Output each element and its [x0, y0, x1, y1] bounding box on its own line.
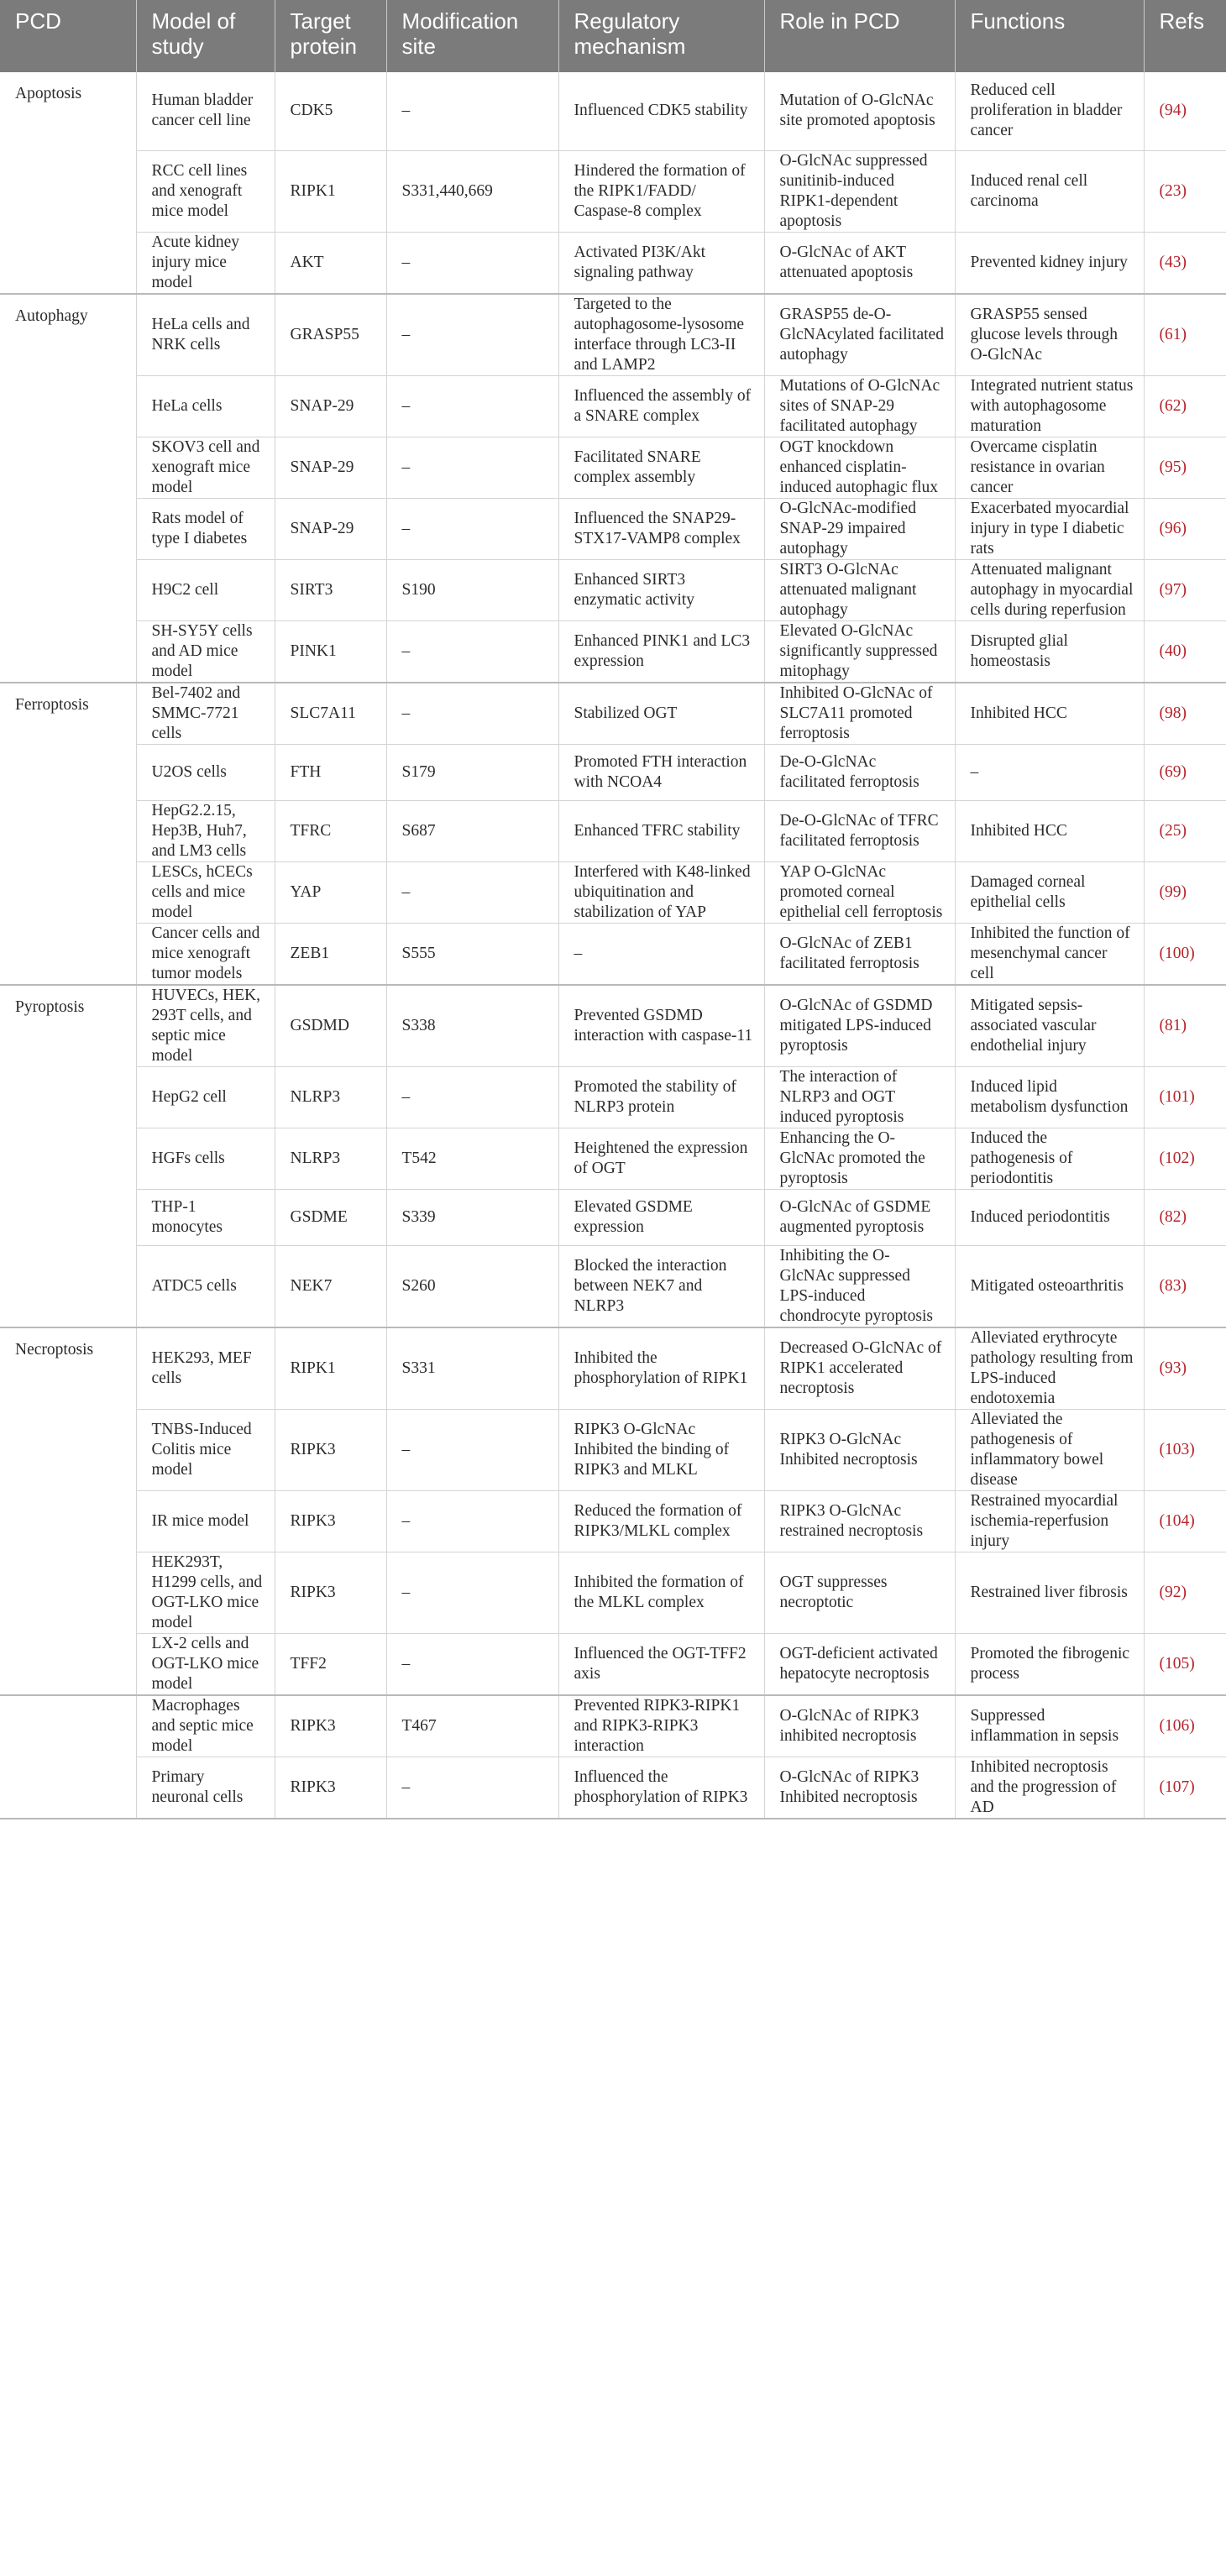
regulatory-mechanism-cell: Promoted FTH interaction with NCOA4 — [558, 744, 764, 800]
regulatory-mechanism-cell: Activated PI3K/Akt signaling pathway — [558, 232, 764, 294]
refs-cell: (99) — [1144, 861, 1226, 923]
refs-cell: (100) — [1144, 923, 1226, 985]
role-in-pcd-cell: Inhibited O-GlcNAc of SLC7A11 promoted ferroptosis — [764, 683, 955, 745]
refs-cell: (23) — [1144, 150, 1226, 232]
regulatory-mechanism-cell: Stabilized OGT — [558, 683, 764, 745]
role-in-pcd-cell: Enhancing the O-GlcNAc promoted the pyroptosis — [764, 1128, 955, 1189]
table-row — [0, 150, 1226, 232]
model-cell: Macrophages and septic mice model — [136, 1695, 275, 1757]
role-in-pcd-cell: The interaction of NLRP3 and OGT induced pyroptosis — [764, 1066, 955, 1128]
table-row — [0, 1128, 1226, 1189]
target-protein-cell: TFRC — [275, 800, 386, 861]
table-row — [0, 923, 1226, 985]
role-in-pcd-cell: O-GlcNAc-modified SNAP-29 impaired autophagy — [764, 498, 955, 559]
model-cell: IR mice model — [136, 1490, 275, 1552]
table-row — [0, 1490, 1226, 1552]
role-in-pcd-cell: Inhibiting the O-GlcNAc suppressed LPS-induced chondrocyte pyroptosis — [764, 1245, 955, 1327]
refs-cell: (83) — [1144, 1245, 1226, 1327]
role-in-pcd-cell: O-GlcNAc of GSDMD mitigated LPS-induced pyroptosis — [764, 985, 955, 1067]
target-protein-cell: GRASP55 — [275, 294, 386, 376]
role-in-pcd-cell: O-GlcNAc of RIPK3 Inhibited necroptosis — [764, 1757, 955, 1819]
model-cell: LX-2 cells and OGT-LKO mice model — [136, 1633, 275, 1695]
modification-site-cell: – — [386, 1757, 558, 1819]
target-protein-cell: NLRP3 — [275, 1128, 386, 1189]
modification-site-cell: – — [386, 861, 558, 923]
table-row — [0, 683, 1226, 745]
modification-site-cell: – — [386, 1633, 558, 1695]
modification-site-cell: – — [386, 1490, 558, 1552]
refs-cell: (107) — [1144, 1757, 1226, 1819]
table-row — [0, 1633, 1226, 1695]
role-in-pcd-cell: Elevated O-GlcNAc significantly suppressed mitophagy — [764, 620, 955, 683]
regulatory-mechanism-cell: Elevated GSDME expression — [558, 1189, 764, 1245]
table-row — [0, 437, 1226, 498]
table-row — [0, 620, 1226, 683]
role-in-pcd-cell: GRASP55 de-O-GlcNAcylated facilitated autophagy — [764, 294, 955, 376]
target-protein-cell: NLRP3 — [275, 1066, 386, 1128]
functions-cell: Disrupted glial homeostasis — [955, 620, 1144, 683]
model-cell: LESCs, hCECs cells and mice model — [136, 861, 275, 923]
functions-cell: Inhibited HCC — [955, 683, 1144, 745]
refs-cell: (92) — [1144, 1552, 1226, 1633]
header-model: Model of study — [136, 0, 275, 72]
model-cell: SKOV3 cell and xenograft mice model — [136, 437, 275, 498]
functions-cell: Prevented kidney injury — [955, 232, 1144, 294]
modification-site-cell: – — [386, 1066, 558, 1128]
table-row — [0, 861, 1226, 923]
functions-cell: Mitigated sepsis-associated vascular endothelial injury — [955, 985, 1144, 1067]
refs-cell: (82) — [1144, 1189, 1226, 1245]
role-in-pcd-cell: RIPK3 O-GlcNAc restrained necroptosis — [764, 1490, 955, 1552]
modification-site-cell: T467 — [386, 1695, 558, 1757]
modification-site-cell: S260 — [386, 1245, 558, 1327]
table-row — [0, 1066, 1226, 1128]
regulatory-mechanism-cell: Hindered the formation of the RIPK1/FADD/ Caspase-8 complex — [558, 150, 764, 232]
table-row — [0, 498, 1226, 559]
refs-cell: (43) — [1144, 232, 1226, 294]
header-role: Role in PCD — [764, 0, 955, 72]
regulatory-mechanism-cell: Inhibited the formation of the MLKL complex — [558, 1552, 764, 1633]
target-protein-cell: ZEB1 — [275, 923, 386, 985]
regulatory-mechanism-cell: Influenced CDK5 stability — [558, 72, 764, 150]
table-row — [0, 1757, 1226, 1819]
target-protein-cell: PINK1 — [275, 620, 386, 683]
functions-cell: GRASP55 sensed glucose levels through O-GlcNAc — [955, 294, 1144, 376]
modification-site-cell: S687 — [386, 800, 558, 861]
target-protein-cell: SNAP-29 — [275, 437, 386, 498]
target-protein-cell: CDK5 — [275, 72, 386, 150]
target-protein-cell: SNAP-29 — [275, 375, 386, 437]
modification-site-cell: – — [386, 437, 558, 498]
target-protein-cell: RIPK3 — [275, 1409, 386, 1490]
refs-cell: (98) — [1144, 683, 1226, 745]
functions-cell: Induced lipid metabolism dysfunction — [955, 1066, 1144, 1128]
pcd-category-cell: Ferroptosis — [0, 683, 136, 985]
target-protein-cell: RIPK3 — [275, 1695, 386, 1757]
regulatory-mechanism-cell: Targeted to the autophagosome-lysosome interface through LC3-II and LAMP2 — [558, 294, 764, 376]
modification-site-cell: – — [386, 620, 558, 683]
model-cell: THP-1 monocytes — [136, 1189, 275, 1245]
refs-cell: (95) — [1144, 437, 1226, 498]
functions-cell: Inhibited HCC — [955, 800, 1144, 861]
table-body — [0, 72, 1226, 1819]
functions-cell: Restrained myocardial ischemia-reperfusion injury — [955, 1490, 1144, 1552]
modification-site-cell: S339 — [386, 1189, 558, 1245]
target-protein-cell: FTH — [275, 744, 386, 800]
refs-cell: (93) — [1144, 1327, 1226, 1410]
role-in-pcd-cell: Mutation of O-GlcNAc site promoted apoptosis — [764, 72, 955, 150]
header-site: Modification site — [386, 0, 558, 72]
header-mechanism: Regulatory mechanism — [558, 0, 764, 72]
target-protein-cell: SIRT3 — [275, 559, 386, 620]
role-in-pcd-cell: O-GlcNAc of AKT attenuated apoptosis — [764, 232, 955, 294]
functions-cell: Alleviated erythrocyte pathology resulting from LPS-induced endotoxemia — [955, 1327, 1144, 1410]
model-cell: HepG2 cell — [136, 1066, 275, 1128]
table-row — [0, 800, 1226, 861]
refs-cell: (25) — [1144, 800, 1226, 861]
functions-cell: Alleviated the pathogenesis of inflammatory bowel disease — [955, 1409, 1144, 1490]
role-in-pcd-cell: OGT-deficient activated hepatocyte necroptosis — [764, 1633, 955, 1695]
header-pcd: PCD — [0, 0, 136, 72]
model-cell: SH-SY5Y cells and AD mice model — [136, 620, 275, 683]
functions-cell: Induced periodontitis — [955, 1189, 1144, 1245]
model-cell: Bel-7402 and SMMC-7721 cells — [136, 683, 275, 745]
table-row — [0, 294, 1226, 376]
functions-cell: Restrained liver fibrosis — [955, 1552, 1144, 1633]
target-protein-cell: RIPK3 — [275, 1757, 386, 1819]
target-protein-cell: RIPK1 — [275, 150, 386, 232]
table-header — [0, 0, 1226, 72]
table-row — [0, 1552, 1226, 1633]
target-protein-cell: SLC7A11 — [275, 683, 386, 745]
target-protein-cell: RIPK3 — [275, 1490, 386, 1552]
regulatory-mechanism-cell: Inhibited the phosphorylation of RIPK1 — [558, 1327, 764, 1410]
role-in-pcd-cell: O-GlcNAc suppressed sunitinib-induced RIPK1-dependent apoptosis — [764, 150, 955, 232]
modification-site-cell: – — [386, 375, 558, 437]
modification-site-cell: S190 — [386, 559, 558, 620]
regulatory-mechanism-cell: Prevented GSDMD interaction with caspase-11 — [558, 985, 764, 1067]
modification-site-cell: S331,440,669 — [386, 150, 558, 232]
modification-site-cell: – — [386, 72, 558, 150]
target-protein-cell: GSDME — [275, 1189, 386, 1245]
table-row — [0, 559, 1226, 620]
target-protein-cell: YAP — [275, 861, 386, 923]
modification-site-cell: S338 — [386, 985, 558, 1067]
refs-cell: (104) — [1144, 1490, 1226, 1552]
role-in-pcd-cell: De-O-GlcNAc of TFRC facilitated ferroptosis — [764, 800, 955, 861]
regulatory-mechanism-cell: Enhanced SIRT3 enzymatic activity — [558, 559, 764, 620]
regulatory-mechanism-cell: Influenced the assembly of a SNARE complex — [558, 375, 764, 437]
model-cell: Rats model of type I diabetes — [136, 498, 275, 559]
refs-cell: (40) — [1144, 620, 1226, 683]
role-in-pcd-cell: OGT suppresses necroptotic — [764, 1552, 955, 1633]
pcd-category-cell: Autophagy — [0, 294, 136, 683]
regulatory-mechanism-cell: Enhanced TFRC stability — [558, 800, 764, 861]
regulatory-mechanism-cell: Promoted the stability of NLRP3 protein — [558, 1066, 764, 1128]
refs-cell: (101) — [1144, 1066, 1226, 1128]
regulatory-mechanism-cell: – — [558, 923, 764, 985]
functions-cell: Induced the pathogenesis of periodontitis — [955, 1128, 1144, 1189]
functions-cell: Exacerbated myocardial injury in type I diabetic rats — [955, 498, 1144, 559]
functions-cell: Damaged corneal epithelial cells — [955, 861, 1144, 923]
role-in-pcd-cell: O-GlcNAc of GSDME augmented pyroptosis — [764, 1189, 955, 1245]
model-cell: RCC cell lines and xenograft mice model — [136, 150, 275, 232]
target-protein-cell: RIPK3 — [275, 1552, 386, 1633]
model-cell: Primary neuronal cells — [136, 1757, 275, 1819]
refs-cell: (105) — [1144, 1633, 1226, 1695]
modification-site-cell: – — [386, 1552, 558, 1633]
refs-cell: (81) — [1144, 985, 1226, 1067]
table-row — [0, 72, 1226, 150]
functions-cell: Mitigated osteoarthritis — [955, 1245, 1144, 1327]
regulatory-mechanism-cell: Influenced the SNAP29-STX17-VAMP8 complex — [558, 498, 764, 559]
target-protein-cell: AKT — [275, 232, 386, 294]
modification-site-cell: T542 — [386, 1128, 558, 1189]
pcd-category-cell — [0, 1695, 136, 1819]
model-cell: H9C2 cell — [136, 559, 275, 620]
regulatory-mechanism-cell: Reduced the formation of RIPK3/MLKL complex — [558, 1490, 764, 1552]
model-cell: TNBS-Induced Colitis mice model — [136, 1409, 275, 1490]
model-cell: Acute kidney injury mice model — [136, 232, 275, 294]
refs-cell: (97) — [1144, 559, 1226, 620]
pcd-category-cell: Necroptosis — [0, 1327, 136, 1695]
regulatory-mechanism-cell: Heightened the expression of OGT — [558, 1128, 764, 1189]
target-protein-cell: SNAP-29 — [275, 498, 386, 559]
table-row — [0, 1189, 1226, 1245]
pcd-category-cell: Pyroptosis — [0, 985, 136, 1327]
model-cell: HeLa cells — [136, 375, 275, 437]
refs-cell: (96) — [1144, 498, 1226, 559]
functions-cell: Overcame cisplatin resistance in ovarian cancer — [955, 437, 1144, 498]
regulatory-mechanism-cell: Blocked the interaction between NEK7 and NLRP3 — [558, 1245, 764, 1327]
functions-cell: Integrated nutrient status with autophagosome maturation — [955, 375, 1144, 437]
functions-cell: Inhibited the function of mesenchymal cancer cell — [955, 923, 1144, 985]
model-cell: Human bladder cancer cell line — [136, 72, 275, 150]
regulatory-mechanism-cell: Prevented RIPK3-RIPK1 and RIPK3-RIPK3 interaction — [558, 1695, 764, 1757]
table-row — [0, 1245, 1226, 1327]
refs-cell: (103) — [1144, 1409, 1226, 1490]
regulatory-mechanism-cell: RIPK3 O-GlcNAc Inhibited the binding of RIPK3 and MLKL — [558, 1409, 764, 1490]
modification-site-cell: – — [386, 294, 558, 376]
model-cell: HepG2.2.15, Hep3B, Huh7, and LM3 cells — [136, 800, 275, 861]
table-row — [0, 375, 1226, 437]
regulatory-mechanism-cell: Influenced the OGT-TFF2 axis — [558, 1633, 764, 1695]
role-in-pcd-cell: OGT knockdown enhanced cisplatin-induced autophagic flux — [764, 437, 955, 498]
table-row — [0, 985, 1226, 1067]
modification-site-cell: S331 — [386, 1327, 558, 1410]
target-protein-cell: NEK7 — [275, 1245, 386, 1327]
table-row — [0, 744, 1226, 800]
functions-cell: – — [955, 744, 1144, 800]
role-in-pcd-cell: De-O-GlcNAc facilitated ferroptosis — [764, 744, 955, 800]
role-in-pcd-cell: SIRT3 O-GlcNAc attenuated malignant autophagy — [764, 559, 955, 620]
refs-cell: (94) — [1144, 72, 1226, 150]
functions-cell: Induced renal cell carcinoma — [955, 150, 1144, 232]
pcd-category-cell: Apoptosis — [0, 72, 136, 294]
model-cell: U2OS cells — [136, 744, 275, 800]
functions-cell: Reduced cell proliferation in bladder cancer — [955, 72, 1144, 150]
functions-cell: Suppressed inflammation in sepsis — [955, 1695, 1144, 1757]
role-in-pcd-cell: O-GlcNAc of RIPK3 inhibited necroptosis — [764, 1695, 955, 1757]
functions-cell: Inhibited necroptosis and the progression of AD — [955, 1757, 1144, 1819]
refs-cell: (62) — [1144, 375, 1226, 437]
regulatory-mechanism-cell: Influenced the phosphorylation of RIPK3 — [558, 1757, 764, 1819]
functions-cell: Promoted the fibrogenic process — [955, 1633, 1144, 1695]
modification-site-cell: – — [386, 1409, 558, 1490]
role-in-pcd-cell: RIPK3 O-GlcNAc Inhibited necroptosis — [764, 1409, 955, 1490]
model-cell: HGFs cells — [136, 1128, 275, 1189]
target-protein-cell: RIPK1 — [275, 1327, 386, 1410]
model-cell: HEK293, MEF cells — [136, 1327, 275, 1410]
header-refs: Refs — [1144, 0, 1226, 72]
model-cell: HUVECs, HEK, 293T cells, and septic mice model — [136, 985, 275, 1067]
refs-cell: (102) — [1144, 1128, 1226, 1189]
table-row — [0, 1409, 1226, 1490]
functions-cell: Attenuated malignant autophagy in myocardial cells during reperfusion — [955, 559, 1144, 620]
table-row — [0, 232, 1226, 294]
header-target: Target protein — [275, 0, 386, 72]
table-row — [0, 1327, 1226, 1410]
role-in-pcd-cell: YAP O-GlcNAc promoted corneal epithelial cell ferroptosis — [764, 861, 955, 923]
model-cell: HeLa cells and NRK cells — [136, 294, 275, 376]
model-cell: Cancer cells and mice xenograft tumor models — [136, 923, 275, 985]
refs-cell: (61) — [1144, 294, 1226, 376]
model-cell: ATDC5 cells — [136, 1245, 275, 1327]
header-functions: Functions — [955, 0, 1144, 72]
modification-site-cell: – — [386, 498, 558, 559]
modification-site-cell: S555 — [386, 923, 558, 985]
target-protein-cell: GSDMD — [275, 985, 386, 1067]
refs-cell: (106) — [1144, 1695, 1226, 1757]
target-protein-cell: TFF2 — [275, 1633, 386, 1695]
regulatory-mechanism-cell: Enhanced PINK1 and LC3 expression — [558, 620, 764, 683]
model-cell: HEK293T, H1299 cells, and OGT-LKO mice model — [136, 1552, 275, 1633]
modification-site-cell: – — [386, 683, 558, 745]
modification-site-cell: S179 — [386, 744, 558, 800]
regulatory-mechanism-cell: Facilitated SNARE complex assembly — [558, 437, 764, 498]
table-row — [0, 1695, 1226, 1757]
role-in-pcd-cell: Mutations of O-GlcNAc sites of SNAP-29 facilitated autophagy — [764, 375, 955, 437]
regulatory-mechanism-cell: Interfered with K48-linked ubiquitination and stabilization of YAP — [558, 861, 764, 923]
role-in-pcd-cell: Decreased O-GlcNAc of RIPK1 accelerated necroptosis — [764, 1327, 955, 1410]
modification-site-cell: – — [386, 232, 558, 294]
refs-cell: (69) — [1144, 744, 1226, 800]
role-in-pcd-cell: O-GlcNAc of ZEB1 facilitated ferroptosis — [764, 923, 955, 985]
